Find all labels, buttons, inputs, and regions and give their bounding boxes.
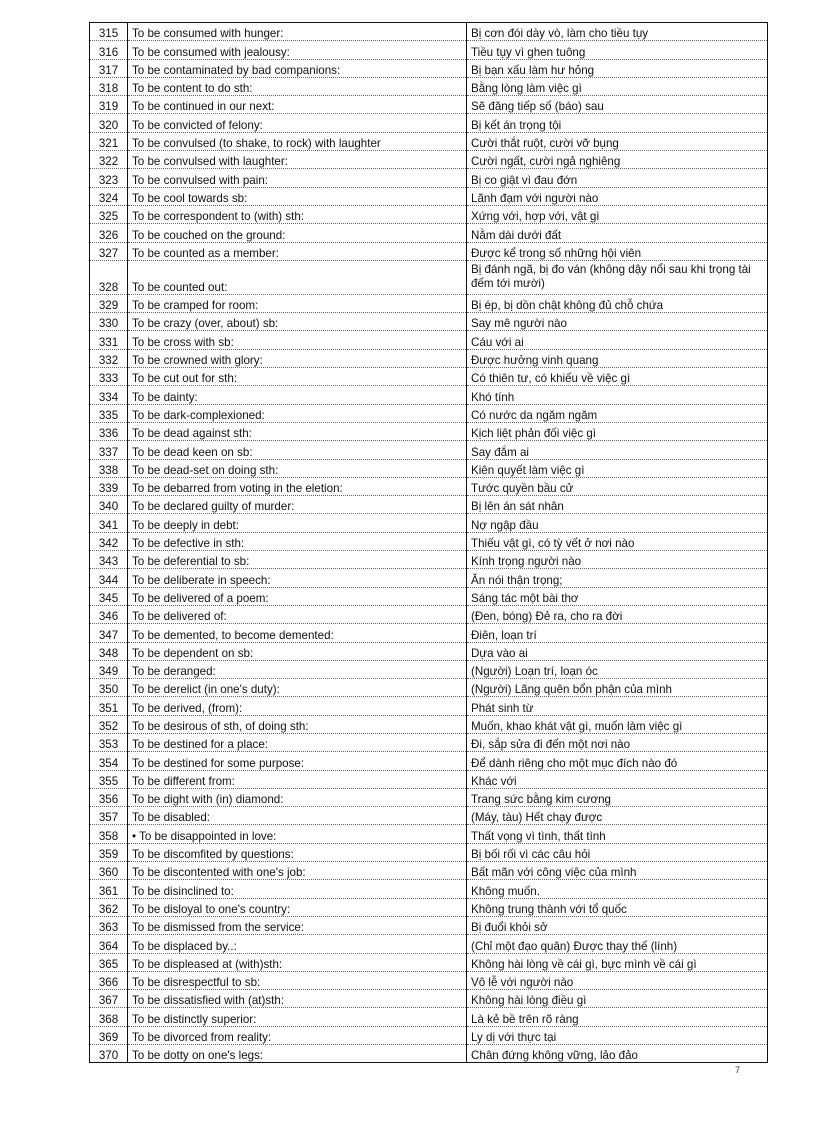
- entry-number: 330: [90, 313, 128, 331]
- table-row: [90, 660, 768, 678]
- vietnamese-meaning: Bị lên án sát nhân: [467, 496, 768, 514]
- entry-number: 319: [90, 96, 128, 114]
- english-phrase: To be delivered of a poem:: [128, 587, 467, 605]
- vietnamese-meaning: Sáng tác một bài thơ: [467, 587, 768, 605]
- english-phrase: To be deliberate in speech:: [128, 569, 467, 587]
- entry-number: 339: [90, 477, 128, 495]
- phrase-table: [89, 22, 768, 1063]
- entry-number: 352: [90, 715, 128, 733]
- table-row: [90, 642, 768, 660]
- phrase-table-container: [89, 22, 767, 1063]
- entry-number: 362: [90, 898, 128, 916]
- table-row: [90, 898, 768, 916]
- english-phrase: To be deferential to sb:: [128, 551, 467, 569]
- entry-number: 324: [90, 187, 128, 205]
- english-phrase: To be cross with sb:: [128, 331, 467, 349]
- entry-number: 315: [90, 23, 128, 41]
- entry-number: 341: [90, 514, 128, 532]
- english-phrase: To be displeased at (with)sth:: [128, 953, 467, 971]
- table-row: [90, 807, 768, 825]
- entry-number: 367: [90, 990, 128, 1008]
- table-row: [90, 96, 768, 114]
- english-phrase: To be dead against sth:: [128, 422, 467, 440]
- table-row: [90, 1008, 768, 1026]
- entry-number: 353: [90, 733, 128, 751]
- table-row: [90, 532, 768, 550]
- vietnamese-meaning: Xứng với, hợp với, vật gì: [467, 205, 768, 223]
- entry-number: 320: [90, 114, 128, 132]
- entry-number: 354: [90, 752, 128, 770]
- english-phrase: To be dotty on one's legs:: [128, 1045, 467, 1063]
- entry-number: 358: [90, 825, 128, 843]
- entry-number: 325: [90, 205, 128, 223]
- english-phrase: To be disinclined to:: [128, 880, 467, 898]
- english-phrase: To be dead keen on sb:: [128, 441, 467, 459]
- table-row: [90, 551, 768, 569]
- vietnamese-meaning: Được kể trong số những hội viên: [467, 242, 768, 260]
- phrase-table-body: [90, 23, 768, 1063]
- table-row: [90, 132, 768, 150]
- english-phrase: To be deeply in debt:: [128, 514, 467, 532]
- vietnamese-meaning: Dựa vào ai: [467, 642, 768, 660]
- vietnamese-meaning: (Người) Loạn trí, loạn óc: [467, 660, 768, 678]
- english-phrase: To be dainty:: [128, 386, 467, 404]
- table-row: [90, 935, 768, 953]
- english-phrase: To be correspondent to (with) sth:: [128, 205, 467, 223]
- entry-number: 348: [90, 642, 128, 660]
- entry-number: 344: [90, 569, 128, 587]
- vietnamese-meaning: Bị bạn xấu làm hư hỏng: [467, 59, 768, 77]
- entry-number: 335: [90, 404, 128, 422]
- entry-number: 326: [90, 224, 128, 242]
- entry-number: 364: [90, 935, 128, 953]
- page-number: 7: [735, 1065, 741, 1075]
- table-row: [90, 224, 768, 242]
- table-row: [90, 151, 768, 169]
- vietnamese-meaning: Cười thắt ruột, cười vỡ bụng: [467, 132, 768, 150]
- vietnamese-meaning: Muốn, khao khát vật gì, muốn làm việc gì: [467, 715, 768, 733]
- table-row: [90, 733, 768, 751]
- table-row: [90, 697, 768, 715]
- vietnamese-meaning: Có thiên tư, có khiếu về việc gì: [467, 368, 768, 386]
- table-row: [90, 404, 768, 422]
- entry-number: 363: [90, 916, 128, 934]
- table-row: [90, 1026, 768, 1044]
- english-phrase: To be cut out for sth:: [128, 368, 467, 386]
- vietnamese-meaning: Bị cơn đói dày vò, làm cho tiều tụy: [467, 23, 768, 41]
- entry-number: 342: [90, 532, 128, 550]
- vietnamese-meaning: Không trung thành với tổ quốc: [467, 898, 768, 916]
- vietnamese-meaning: Bị co giật vì đau đớn: [467, 169, 768, 187]
- english-phrase: To be destined for a place:: [128, 733, 467, 751]
- entry-number: 340: [90, 496, 128, 514]
- vietnamese-meaning: Lãnh đạm với người nào: [467, 187, 768, 205]
- entry-number: 316: [90, 41, 128, 59]
- english-phrase: To be desirous of sth, of doing sth:: [128, 715, 467, 733]
- vietnamese-meaning: Bằng lòng làm việc gì: [467, 77, 768, 95]
- vietnamese-meaning: Là kẻ bề trên rõ ràng: [467, 1008, 768, 1026]
- vietnamese-meaning: Sẽ đăng tiếp số (báo) sau: [467, 96, 768, 114]
- vietnamese-meaning: Không muốn.: [467, 880, 768, 898]
- vietnamese-meaning: Có nước da ngăm ngăm: [467, 404, 768, 422]
- english-phrase: To be consumed with hunger:: [128, 23, 467, 41]
- table-row: [90, 205, 768, 223]
- table-row: [90, 331, 768, 349]
- table-row: [90, 916, 768, 934]
- english-phrase: To be cramped for room:: [128, 294, 467, 312]
- table-row: [90, 59, 768, 77]
- entry-number: 331: [90, 331, 128, 349]
- english-phrase: To be delivered of:: [128, 605, 467, 623]
- vietnamese-meaning: Điên, loạn trí: [467, 624, 768, 642]
- vietnamese-meaning: Thất vọng vì tình, thất tình: [467, 825, 768, 843]
- english-phrase: To be dight with (in) diamond:: [128, 788, 467, 806]
- entry-number: 368: [90, 1008, 128, 1026]
- english-phrase: To be displaced by..:: [128, 935, 467, 953]
- table-row: [90, 825, 768, 843]
- entry-number: 356: [90, 788, 128, 806]
- table-row: [90, 1045, 768, 1063]
- entry-number: 334: [90, 386, 128, 404]
- entry-number: 355: [90, 770, 128, 788]
- table-row: [90, 349, 768, 367]
- english-phrase: To be continued in our next:: [128, 96, 467, 114]
- vietnamese-meaning: Bị bối rối vì các câu hỏi: [467, 843, 768, 861]
- entry-number: 321: [90, 132, 128, 150]
- english-phrase: To be convulsed with pain:: [128, 169, 467, 187]
- entry-number: 317: [90, 59, 128, 77]
- english-phrase: To be counted as a member:: [128, 242, 467, 260]
- table-row: [90, 788, 768, 806]
- entry-number: 337: [90, 441, 128, 459]
- entry-number: 359: [90, 843, 128, 861]
- table-row: [90, 169, 768, 187]
- table-row: [90, 605, 768, 623]
- table-row: [90, 114, 768, 132]
- vietnamese-meaning: Trang sức bằng kim cương: [467, 788, 768, 806]
- english-phrase: To be dark-complexioned:: [128, 404, 467, 422]
- vietnamese-meaning: Say đắm ai: [467, 441, 768, 459]
- table-row: [90, 971, 768, 989]
- vietnamese-meaning: Tiều tụy vì ghen tuông: [467, 41, 768, 59]
- english-phrase: To be derived, (from):: [128, 697, 467, 715]
- vietnamese-meaning: Được hưởng vinh quang: [467, 349, 768, 367]
- entry-number: 357: [90, 807, 128, 825]
- table-row: [90, 569, 768, 587]
- entry-number: 328: [90, 260, 128, 294]
- english-phrase: To be derelict (in one's duty):: [128, 679, 467, 697]
- vietnamese-meaning: Thiếu vật gì, có tỳ vết ở nơi nào: [467, 532, 768, 550]
- vietnamese-meaning: Kính trọng người nào: [467, 551, 768, 569]
- table-row: [90, 441, 768, 459]
- table-row: [90, 242, 768, 260]
- table-row: [90, 624, 768, 642]
- entry-number: 346: [90, 605, 128, 623]
- vietnamese-meaning: Cáu với ai: [467, 331, 768, 349]
- vietnamese-meaning: Bị đuổi khỏi sở: [467, 916, 768, 934]
- entry-number: 347: [90, 624, 128, 642]
- vietnamese-meaning: Bị đánh ngã, bị đo ván (không dậy nổi sau khi trọng tài đếm tới mười): [467, 260, 768, 294]
- entry-number: 360: [90, 862, 128, 880]
- table-row: [90, 386, 768, 404]
- table-row: [90, 715, 768, 733]
- english-phrase: To be disloyal to one's country:: [128, 898, 467, 916]
- english-phrase: To be dissatisfied with (at)sth:: [128, 990, 467, 1008]
- table-row: [90, 843, 768, 861]
- vietnamese-meaning: Đi, sắp sửa đi đến một nơi nào: [467, 733, 768, 751]
- table-row: [90, 953, 768, 971]
- english-phrase: To be couched on the ground:: [128, 224, 467, 242]
- entry-number: 361: [90, 880, 128, 898]
- english-phrase: To be destined for some purpose:: [128, 752, 467, 770]
- english-phrase: To be dead-set on doing sth:: [128, 459, 467, 477]
- entry-number: 333: [90, 368, 128, 386]
- vietnamese-meaning: Kiên quyết làm việc gì: [467, 459, 768, 477]
- english-phrase: To be contaminated by bad companions:: [128, 59, 467, 77]
- english-phrase: To be convicted of felony:: [128, 114, 467, 132]
- entry-number: 351: [90, 697, 128, 715]
- english-phrase: To be crazy (over, about) sb:: [128, 313, 467, 331]
- entry-number: 365: [90, 953, 128, 971]
- vietnamese-meaning: Nợ ngập đầu: [467, 514, 768, 532]
- vietnamese-meaning: (Đen, bóng) Đẻ ra, cho ra đời: [467, 605, 768, 623]
- table-row: [90, 477, 768, 495]
- table-row: [90, 313, 768, 331]
- english-phrase: To be deranged:: [128, 660, 467, 678]
- english-phrase: • To be disappointed in love:: [128, 825, 467, 843]
- table-row: [90, 459, 768, 477]
- table-row: [90, 514, 768, 532]
- vietnamese-meaning: Khó tính: [467, 386, 768, 404]
- english-phrase: To be cool towards sb:: [128, 187, 467, 205]
- table-row: [90, 368, 768, 386]
- vietnamese-meaning: Vô lễ với người nào: [467, 971, 768, 989]
- english-phrase: To be counted out:: [128, 260, 467, 294]
- english-phrase: To be convulsed with laughter:: [128, 151, 467, 169]
- entry-number: 318: [90, 77, 128, 95]
- english-phrase: To be convulsed (to shake, to rock) with laughter: [128, 132, 467, 150]
- table-row: [90, 294, 768, 312]
- table-row: [90, 990, 768, 1008]
- entry-number: 369: [90, 1026, 128, 1044]
- vietnamese-meaning: (Người) Lãng quên bổn phận của mình: [467, 679, 768, 697]
- english-phrase: To be different from:: [128, 770, 467, 788]
- vietnamese-meaning: Không hài lòng về cái gì, bực mình về cái gì: [467, 953, 768, 971]
- entry-number: 366: [90, 971, 128, 989]
- vietnamese-meaning: (Chỉ một đạo quân) Được thay thế (lính): [467, 935, 768, 953]
- entry-number: 370: [90, 1045, 128, 1063]
- table-row: [90, 880, 768, 898]
- table-row: [90, 587, 768, 605]
- vietnamese-meaning: (Máy, tàu) Hết chạy được: [467, 807, 768, 825]
- entry-number: 329: [90, 294, 128, 312]
- table-row: [90, 752, 768, 770]
- table-row: [90, 679, 768, 697]
- entry-number: 338: [90, 459, 128, 477]
- entry-number: 345: [90, 587, 128, 605]
- vietnamese-meaning: Ly dị với thực tại: [467, 1026, 768, 1044]
- english-phrase: To be defective in sth:: [128, 532, 467, 550]
- english-phrase: To be dismissed from the service:: [128, 916, 467, 934]
- vietnamese-meaning: Để dành riêng cho một mục đích nào đó: [467, 752, 768, 770]
- entry-number: 343: [90, 551, 128, 569]
- table-row: [90, 187, 768, 205]
- english-phrase: To be disabled:: [128, 807, 467, 825]
- entry-number: 323: [90, 169, 128, 187]
- english-phrase: To be discontented with one's job:: [128, 862, 467, 880]
- table-row: [90, 496, 768, 514]
- vietnamese-meaning: Nằm dài dưới đất: [467, 224, 768, 242]
- vietnamese-meaning: Chân đứng không vững, lảo đảo: [467, 1045, 768, 1063]
- entry-number: 350: [90, 679, 128, 697]
- vietnamese-meaning: Say mê người nào: [467, 313, 768, 331]
- table-row: [90, 77, 768, 95]
- entry-number: 336: [90, 422, 128, 440]
- english-phrase: To be consumed with jealousy:: [128, 41, 467, 59]
- vietnamese-meaning: Kịch liệt phản đối việc gì: [467, 422, 768, 440]
- english-phrase: To be divorced from reality:: [128, 1026, 467, 1044]
- table-row: [90, 23, 768, 41]
- table-row: [90, 862, 768, 880]
- vietnamese-meaning: Phát sinh từ: [467, 697, 768, 715]
- vietnamese-meaning: Ăn nói thận trọng;: [467, 569, 768, 587]
- english-phrase: To be declared guilty of murder:: [128, 496, 467, 514]
- entry-number: 349: [90, 660, 128, 678]
- english-phrase: To be distinctly superior:: [128, 1008, 467, 1026]
- english-phrase: To be discomfited by questions:: [128, 843, 467, 861]
- vietnamese-meaning: Không hài lòng điều gì: [467, 990, 768, 1008]
- english-phrase: To be crowned with glory:: [128, 349, 467, 367]
- vietnamese-meaning: Bị ép, bị dồn chật không đủ chỗ chứa: [467, 294, 768, 312]
- english-phrase: To be demented, to become demented:: [128, 624, 467, 642]
- vietnamese-meaning: Khác với: [467, 770, 768, 788]
- english-phrase: To be debarred from voting in the eletion:: [128, 477, 467, 495]
- vietnamese-meaning: Cười ngất, cười ngả nghiêng: [467, 151, 768, 169]
- english-phrase: To be dependent on sb:: [128, 642, 467, 660]
- english-phrase: To be disrespectful to sb:: [128, 971, 467, 989]
- vietnamese-meaning: Bất mãn với công việc của mình: [467, 862, 768, 880]
- table-row: [90, 422, 768, 440]
- entry-number: 332: [90, 349, 128, 367]
- vietnamese-meaning: Tước quyền bầu cử: [467, 477, 768, 495]
- table-row: [90, 770, 768, 788]
- entry-number: 327: [90, 242, 128, 260]
- table-row: [90, 41, 768, 59]
- entry-number: 322: [90, 151, 128, 169]
- table-row: [90, 260, 768, 294]
- english-phrase: To be content to do sth:: [128, 77, 467, 95]
- vietnamese-meaning: Bị kết án trọng tội: [467, 114, 768, 132]
